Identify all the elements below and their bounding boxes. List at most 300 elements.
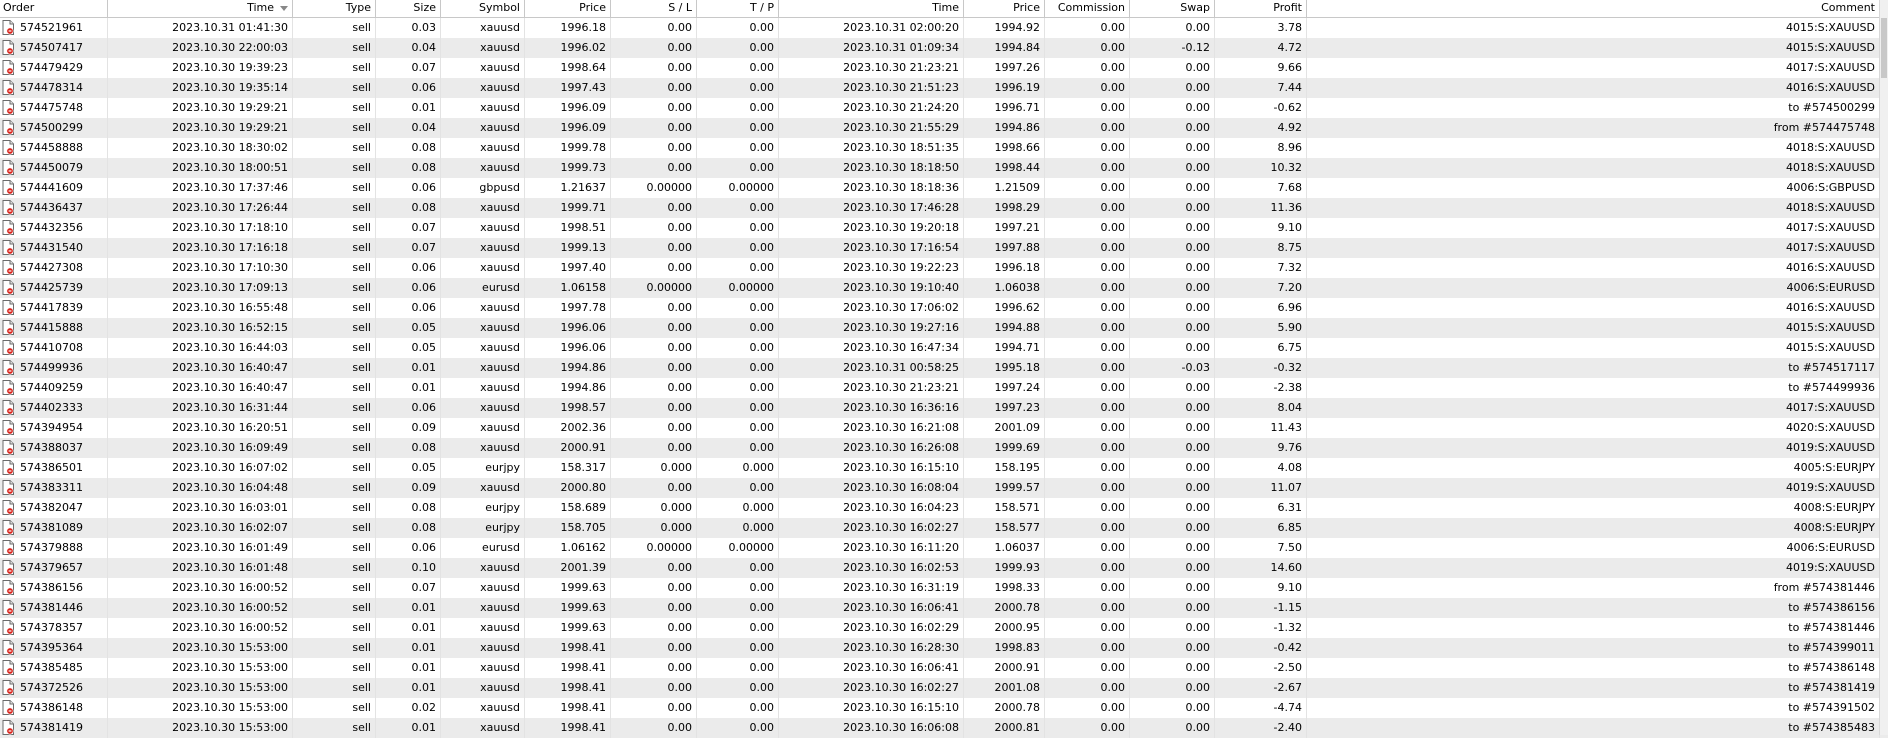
cell-type: sell xyxy=(293,498,376,518)
cell-commission: 0.00 xyxy=(1045,718,1130,738)
table-row[interactable] xyxy=(0,458,1888,478)
cell-sl: 0.00 xyxy=(611,218,697,238)
table-row[interactable] xyxy=(0,718,1888,738)
order-number: 574458888 xyxy=(20,141,83,154)
cell-price: 1997.40 xyxy=(525,258,611,278)
cell-comment: to #574381419 xyxy=(1307,678,1880,698)
cell-symbol: xauusd xyxy=(441,38,525,58)
cell-time2: 2023.10.30 16:47:34 xyxy=(779,338,964,358)
cell-symbol: gbpusd xyxy=(441,178,525,198)
cell-time2: 2023.10.30 19:27:16 xyxy=(779,318,964,338)
cell-size: 0.09 xyxy=(376,418,441,438)
cell-commission: 0.00 xyxy=(1045,258,1130,278)
cell-symbol: xauusd xyxy=(441,238,525,258)
cell-sl: 0.00 xyxy=(611,438,697,458)
cell-type: sell xyxy=(293,518,376,538)
cell-order xyxy=(0,458,108,478)
cell-time2: 2023.10.30 21:24:20 xyxy=(779,98,964,118)
cell-time: 2023.10.30 17:18:10 xyxy=(108,218,293,238)
cell-price2: 1994.71 xyxy=(964,338,1045,358)
cell-price2: 2000.95 xyxy=(964,618,1045,638)
column-header-time[interactable] xyxy=(108,0,293,17)
cell-comment: from #574475748 xyxy=(1307,118,1880,138)
cell-tp: 0.00 xyxy=(697,258,779,278)
cell-swap: 0.00 xyxy=(1130,118,1215,138)
cell-time: 2023.10.30 16:04:48 xyxy=(108,478,293,498)
order-number: 574381419 xyxy=(20,721,83,734)
column-header-order[interactable] xyxy=(0,0,108,17)
cell-sl: 0.00 xyxy=(611,78,697,98)
table-row[interactable] xyxy=(0,38,1888,58)
cell-price2: 1997.26 xyxy=(964,58,1045,78)
table-row[interactable] xyxy=(0,138,1888,158)
cell-commission: 0.00 xyxy=(1045,658,1130,678)
cell-size: 0.01 xyxy=(376,678,441,698)
table-row[interactable] xyxy=(0,218,1888,238)
cell-profit: 3.78 xyxy=(1215,18,1307,38)
cell-order xyxy=(0,238,108,258)
table-row[interactable] xyxy=(0,418,1888,438)
cell-swap: 0.00 xyxy=(1130,418,1215,438)
cell-price: 1999.63 xyxy=(525,578,611,598)
cell-comment: to #574381446 xyxy=(1307,618,1880,638)
cell-price: 2001.39 xyxy=(525,558,611,578)
cell-symbol: eurusd xyxy=(441,538,525,558)
cell-price2: 1999.93 xyxy=(964,558,1045,578)
cell-size: 0.06 xyxy=(376,538,441,558)
cell-symbol: xauusd xyxy=(441,138,525,158)
cell-commission: 0.00 xyxy=(1045,518,1130,538)
cell-sl: 0.00 xyxy=(611,558,697,578)
cell-order xyxy=(0,38,108,58)
cell-type: sell xyxy=(293,558,376,578)
order-number: 574478314 xyxy=(20,81,83,94)
cell-profit: -0.42 xyxy=(1215,638,1307,658)
cell-order xyxy=(0,58,108,78)
closed-order-icon xyxy=(2,620,14,635)
column-header-tp[interactable] xyxy=(697,0,779,17)
cell-symbol: xauusd xyxy=(441,18,525,38)
column-header-symbol[interactable] xyxy=(441,0,525,17)
sort-descending-icon xyxy=(280,6,288,11)
cell-sl: 0.00000 xyxy=(611,538,697,558)
cell-price: 158.689 xyxy=(525,498,611,518)
cell-commission: 0.00 xyxy=(1045,558,1130,578)
cell-comment: 4016:S:XAUUSD xyxy=(1307,258,1880,278)
cell-size: 0.01 xyxy=(376,638,441,658)
cell-price2: 1997.23 xyxy=(964,398,1045,418)
cell-type: sell xyxy=(293,638,376,658)
cell-profit: 7.50 xyxy=(1215,538,1307,558)
table-row[interactable] xyxy=(0,638,1888,658)
cell-price2: 1998.83 xyxy=(964,638,1045,658)
closed-order-icon xyxy=(2,400,14,415)
cell-time: 2023.10.30 15:53:00 xyxy=(108,718,293,738)
cell-price: 1998.64 xyxy=(525,58,611,78)
cell-price2: 1997.88 xyxy=(964,238,1045,258)
cell-size: 0.02 xyxy=(376,698,441,718)
cell-tp: 0.00 xyxy=(697,358,779,378)
cell-order xyxy=(0,138,108,158)
cell-tp: 0.00 xyxy=(697,298,779,318)
cell-sl: 0.000 xyxy=(611,498,697,518)
cell-sl: 0.00000 xyxy=(611,278,697,298)
cell-time: 2023.10.30 19:39:23 xyxy=(108,58,293,78)
table-row[interactable] xyxy=(0,498,1888,518)
cell-time2: 2023.10.30 18:51:35 xyxy=(779,138,964,158)
cell-sl: 0.000 xyxy=(611,458,697,478)
cell-symbol: xauusd xyxy=(441,198,525,218)
cell-size: 0.08 xyxy=(376,138,441,158)
cell-size: 0.06 xyxy=(376,298,441,318)
order-number: 574475748 xyxy=(20,101,83,114)
cell-profit: 11.43 xyxy=(1215,418,1307,438)
cell-symbol: xauusd xyxy=(441,358,525,378)
cell-price2: 2001.09 xyxy=(964,418,1045,438)
cell-size: 0.01 xyxy=(376,98,441,118)
table-row[interactable] xyxy=(0,258,1888,278)
table-row[interactable] xyxy=(0,238,1888,258)
cell-price: 1999.73 xyxy=(525,158,611,178)
closed-order-icon xyxy=(2,520,14,535)
cell-tp: 0.00 xyxy=(697,418,779,438)
cell-time: 2023.10.30 15:53:00 xyxy=(108,658,293,678)
cell-sl: 0.00 xyxy=(611,258,697,278)
cell-profit: 7.20 xyxy=(1215,278,1307,298)
table-row[interactable] xyxy=(0,558,1888,578)
table-row[interactable] xyxy=(0,518,1888,538)
closed-order-icon xyxy=(2,700,14,715)
cell-comment: 4015:S:XAUUSD xyxy=(1307,338,1880,358)
column-header-comment[interactable] xyxy=(1307,0,1880,17)
cell-comment: to #574385483 xyxy=(1307,718,1880,738)
cell-tp: 0.00 xyxy=(697,38,779,58)
cell-symbol: xauusd xyxy=(441,378,525,398)
cell-comment: 4018:S:XAUUSD xyxy=(1307,138,1880,158)
table-row[interactable] xyxy=(0,178,1888,198)
cell-commission: 0.00 xyxy=(1045,338,1130,358)
cell-tp: 0.00 xyxy=(697,578,779,598)
cell-order xyxy=(0,698,108,718)
cell-sl: 0.00 xyxy=(611,598,697,618)
table-row[interactable] xyxy=(0,298,1888,318)
closed-order-icon xyxy=(2,140,14,155)
column-header-price2[interactable] xyxy=(964,0,1045,17)
table-row[interactable] xyxy=(0,598,1888,618)
column-header-label: Time xyxy=(932,1,959,14)
cell-price: 1999.78 xyxy=(525,138,611,158)
cell-type: sell xyxy=(293,338,376,358)
cell-profit: -0.32 xyxy=(1215,358,1307,378)
cell-profit: 4.72 xyxy=(1215,38,1307,58)
cell-profit: 4.92 xyxy=(1215,118,1307,138)
cell-time2: 2023.10.31 01:09:34 xyxy=(779,38,964,58)
cell-order xyxy=(0,158,108,178)
cell-time: 2023.10.30 16:02:07 xyxy=(108,518,293,538)
cell-type: sell xyxy=(293,658,376,678)
cell-commission: 0.00 xyxy=(1045,178,1130,198)
cell-swap: 0.00 xyxy=(1130,598,1215,618)
cell-price: 1996.06 xyxy=(525,318,611,338)
table-row[interactable] xyxy=(0,618,1888,638)
closed-order-icon xyxy=(2,120,14,135)
cell-sl: 0.00 xyxy=(611,638,697,658)
cell-size: 0.06 xyxy=(376,258,441,278)
order-number: 574499936 xyxy=(20,361,83,374)
cell-swap: 0.00 xyxy=(1130,518,1215,538)
cell-swap: -0.12 xyxy=(1130,38,1215,58)
table-row[interactable] xyxy=(0,198,1888,218)
cell-tp: 0.00 xyxy=(697,718,779,738)
vertical-scrollbar[interactable] xyxy=(1879,0,1888,735)
cell-time2: 2023.10.30 16:02:27 xyxy=(779,678,964,698)
cell-price2: 1.21509 xyxy=(964,178,1045,198)
cell-commission: 0.00 xyxy=(1045,358,1130,378)
cell-type: sell xyxy=(293,118,376,138)
cell-symbol: xauusd xyxy=(441,158,525,178)
table-row[interactable] xyxy=(0,158,1888,178)
cell-profit: 6.31 xyxy=(1215,498,1307,518)
cell-tp: 0.00 xyxy=(697,218,779,238)
cell-swap: 0.00 xyxy=(1130,258,1215,278)
cell-size: 0.07 xyxy=(376,238,441,258)
table-row[interactable] xyxy=(0,538,1888,558)
cell-time: 2023.10.30 16:31:44 xyxy=(108,398,293,418)
table-row[interactable] xyxy=(0,78,1888,98)
cell-size: 0.05 xyxy=(376,318,441,338)
cell-profit: 9.10 xyxy=(1215,218,1307,238)
table-row[interactable] xyxy=(0,678,1888,698)
column-header-label: Symbol xyxy=(479,1,520,14)
cell-symbol: xauusd xyxy=(441,638,525,658)
cell-swap: 0.00 xyxy=(1130,678,1215,698)
cell-price2: 1996.18 xyxy=(964,258,1045,278)
cell-comment: 4015:S:XAUUSD xyxy=(1307,38,1880,58)
cell-order xyxy=(0,558,108,578)
cell-profit: -4.74 xyxy=(1215,698,1307,718)
cell-comment: 4006:S:EURUSD xyxy=(1307,538,1880,558)
order-number: 574500299 xyxy=(20,121,83,134)
cell-profit: 14.60 xyxy=(1215,558,1307,578)
cell-comment: 4006:S:GBPUSD xyxy=(1307,178,1880,198)
cell-profit: 6.85 xyxy=(1215,518,1307,538)
cell-type: sell xyxy=(293,718,376,738)
column-header-time2[interactable] xyxy=(779,0,964,17)
cell-size: 0.10 xyxy=(376,558,441,578)
cell-type: sell xyxy=(293,138,376,158)
table-row[interactable] xyxy=(0,478,1888,498)
cell-symbol: eurjpy xyxy=(441,458,525,478)
cell-swap: 0.00 xyxy=(1130,638,1215,658)
order-number: 574386148 xyxy=(20,701,83,714)
cell-commission: 0.00 xyxy=(1045,298,1130,318)
cell-profit: 8.96 xyxy=(1215,138,1307,158)
cell-time: 2023.10.30 17:26:44 xyxy=(108,198,293,218)
cell-comment: to #574391502 xyxy=(1307,698,1880,718)
cell-price2: 158.571 xyxy=(964,498,1045,518)
cell-commission: 0.00 xyxy=(1045,318,1130,338)
cell-time2: 2023.10.30 16:08:04 xyxy=(779,478,964,498)
scrollbar-thumb[interactable] xyxy=(1881,18,1887,78)
table-row[interactable] xyxy=(0,98,1888,118)
table-row[interactable] xyxy=(0,278,1888,298)
table-row[interactable] xyxy=(0,58,1888,78)
cell-order xyxy=(0,718,108,738)
cell-type: sell xyxy=(293,418,376,438)
cell-symbol: xauusd xyxy=(441,698,525,718)
cell-commission: 0.00 xyxy=(1045,538,1130,558)
cell-symbol: eurjpy xyxy=(441,518,525,538)
cell-comment: 4008:S:EURJPY xyxy=(1307,518,1880,538)
cell-swap: 0.00 xyxy=(1130,158,1215,178)
cell-comment: 4018:S:XAUUSD xyxy=(1307,158,1880,178)
cell-time: 2023.10.30 17:09:13 xyxy=(108,278,293,298)
cell-price: 1996.18 xyxy=(525,18,611,38)
cell-price: 2002.36 xyxy=(525,418,611,438)
column-header-type[interactable] xyxy=(293,0,376,17)
cell-comment: 4019:S:XAUUSD xyxy=(1307,478,1880,498)
order-number: 574395364 xyxy=(20,641,83,654)
table-row[interactable] xyxy=(0,358,1888,378)
cell-time2: 2023.10.30 21:23:21 xyxy=(779,378,964,398)
cell-commission: 0.00 xyxy=(1045,158,1130,178)
cell-time: 2023.10.30 16:55:48 xyxy=(108,298,293,318)
cell-symbol: xauusd xyxy=(441,398,525,418)
column-header-profit[interactable] xyxy=(1215,0,1307,17)
cell-time2: 2023.10.30 16:31:19 xyxy=(779,578,964,598)
cell-order xyxy=(0,218,108,238)
cell-price2: 1998.33 xyxy=(964,578,1045,598)
cell-commission: 0.00 xyxy=(1045,638,1130,658)
order-number: 574383311 xyxy=(20,481,83,494)
cell-tp: 0.000 xyxy=(697,458,779,478)
cell-size: 0.07 xyxy=(376,218,441,238)
cell-time: 2023.10.30 15:53:00 xyxy=(108,678,293,698)
column-header-size[interactable] xyxy=(376,0,441,17)
cell-comment: 4015:S:XAUUSD xyxy=(1307,18,1880,38)
cell-size: 0.07 xyxy=(376,578,441,598)
closed-order-icon xyxy=(2,420,14,435)
cell-size: 0.04 xyxy=(376,118,441,138)
closed-order-icon xyxy=(2,180,14,195)
column-header-sl[interactable] xyxy=(611,0,697,17)
order-number: 574436437 xyxy=(20,201,83,214)
table-row[interactable] xyxy=(0,658,1888,678)
order-number: 574417839 xyxy=(20,301,83,314)
cell-type: sell xyxy=(293,618,376,638)
table-row[interactable] xyxy=(0,698,1888,718)
cell-time: 2023.10.30 16:01:49 xyxy=(108,538,293,558)
order-number: 574388037 xyxy=(20,441,83,454)
closed-order-icon xyxy=(2,80,14,95)
cell-type: sell xyxy=(293,458,376,478)
table-row[interactable] xyxy=(0,118,1888,138)
cell-time2: 2023.10.30 16:02:29 xyxy=(779,618,964,638)
column-header-swap[interactable] xyxy=(1130,0,1215,17)
table-row[interactable] xyxy=(0,378,1888,398)
cell-sl: 0.00 xyxy=(611,698,697,718)
cell-swap: -0.03 xyxy=(1130,358,1215,378)
cell-time: 2023.10.30 16:00:52 xyxy=(108,618,293,638)
order-number: 574381446 xyxy=(20,601,83,614)
cell-symbol: xauusd xyxy=(441,558,525,578)
closed-order-icon xyxy=(2,220,14,235)
cell-symbol: xauusd xyxy=(441,578,525,598)
table-row[interactable] xyxy=(0,18,1888,38)
cell-price2: 2000.81 xyxy=(964,718,1045,738)
order-number: 574425739 xyxy=(20,281,83,294)
cell-swap: 0.00 xyxy=(1130,138,1215,158)
cell-symbol: xauusd xyxy=(441,678,525,698)
column-header-commission[interactable] xyxy=(1045,0,1130,17)
cell-sl: 0.00 xyxy=(611,578,697,598)
cell-swap: 0.00 xyxy=(1130,578,1215,598)
table-row[interactable] xyxy=(0,398,1888,418)
cell-swap: 0.00 xyxy=(1130,498,1215,518)
cell-tp: 0.00 xyxy=(697,198,779,218)
cell-profit: 7.32 xyxy=(1215,258,1307,278)
column-header-price[interactable] xyxy=(525,0,611,17)
cell-tp: 0.00 xyxy=(697,238,779,258)
cell-tp: 0.00 xyxy=(697,598,779,618)
cell-time2: 2023.10.30 16:06:41 xyxy=(779,658,964,678)
cell-tp: 0.00000 xyxy=(697,178,779,198)
cell-order xyxy=(0,378,108,398)
table-row[interactable] xyxy=(0,438,1888,458)
cell-price: 158.317 xyxy=(525,458,611,478)
order-number: 574382047 xyxy=(20,501,83,514)
cell-price2: 1.06037 xyxy=(964,538,1045,558)
cell-type: sell xyxy=(293,278,376,298)
cell-price: 1998.41 xyxy=(525,638,611,658)
cell-swap: 0.00 xyxy=(1130,198,1215,218)
cell-size: 0.08 xyxy=(376,518,441,538)
cell-sl: 0.00 xyxy=(611,138,697,158)
closed-order-icon xyxy=(2,640,14,655)
cell-symbol: xauusd xyxy=(441,438,525,458)
cell-price: 158.705 xyxy=(525,518,611,538)
cell-sl: 0.00 xyxy=(611,338,697,358)
cell-size: 0.08 xyxy=(376,158,441,178)
column-header-label: Price xyxy=(1013,1,1040,14)
order-number: 574410708 xyxy=(20,341,83,354)
cell-size: 0.04 xyxy=(376,38,441,58)
order-number: 574394954 xyxy=(20,421,83,434)
cell-price: 1999.63 xyxy=(525,598,611,618)
cell-order xyxy=(0,318,108,338)
cell-time: 2023.10.30 16:40:47 xyxy=(108,358,293,378)
closed-order-icon xyxy=(2,60,14,75)
column-header-label: Type xyxy=(345,1,371,14)
cell-price2: 1998.44 xyxy=(964,158,1045,178)
cell-order xyxy=(0,518,108,538)
table-row[interactable] xyxy=(0,338,1888,358)
cell-profit: 11.07 xyxy=(1215,478,1307,498)
cell-time2: 2023.10.30 17:46:28 xyxy=(779,198,964,218)
cell-time: 2023.10.30 18:30:02 xyxy=(108,138,293,158)
cell-order xyxy=(0,78,108,98)
table-row[interactable] xyxy=(0,318,1888,338)
cell-order xyxy=(0,258,108,278)
cell-commission: 0.00 xyxy=(1045,598,1130,618)
order-number: 574372526 xyxy=(20,681,83,694)
table-row[interactable] xyxy=(0,578,1888,598)
cell-swap: 0.00 xyxy=(1130,58,1215,78)
cell-time2: 2023.10.30 16:21:08 xyxy=(779,418,964,438)
cell-sl: 0.00000 xyxy=(611,178,697,198)
cell-tp: 0.00 xyxy=(697,378,779,398)
cell-profit: -1.15 xyxy=(1215,598,1307,618)
